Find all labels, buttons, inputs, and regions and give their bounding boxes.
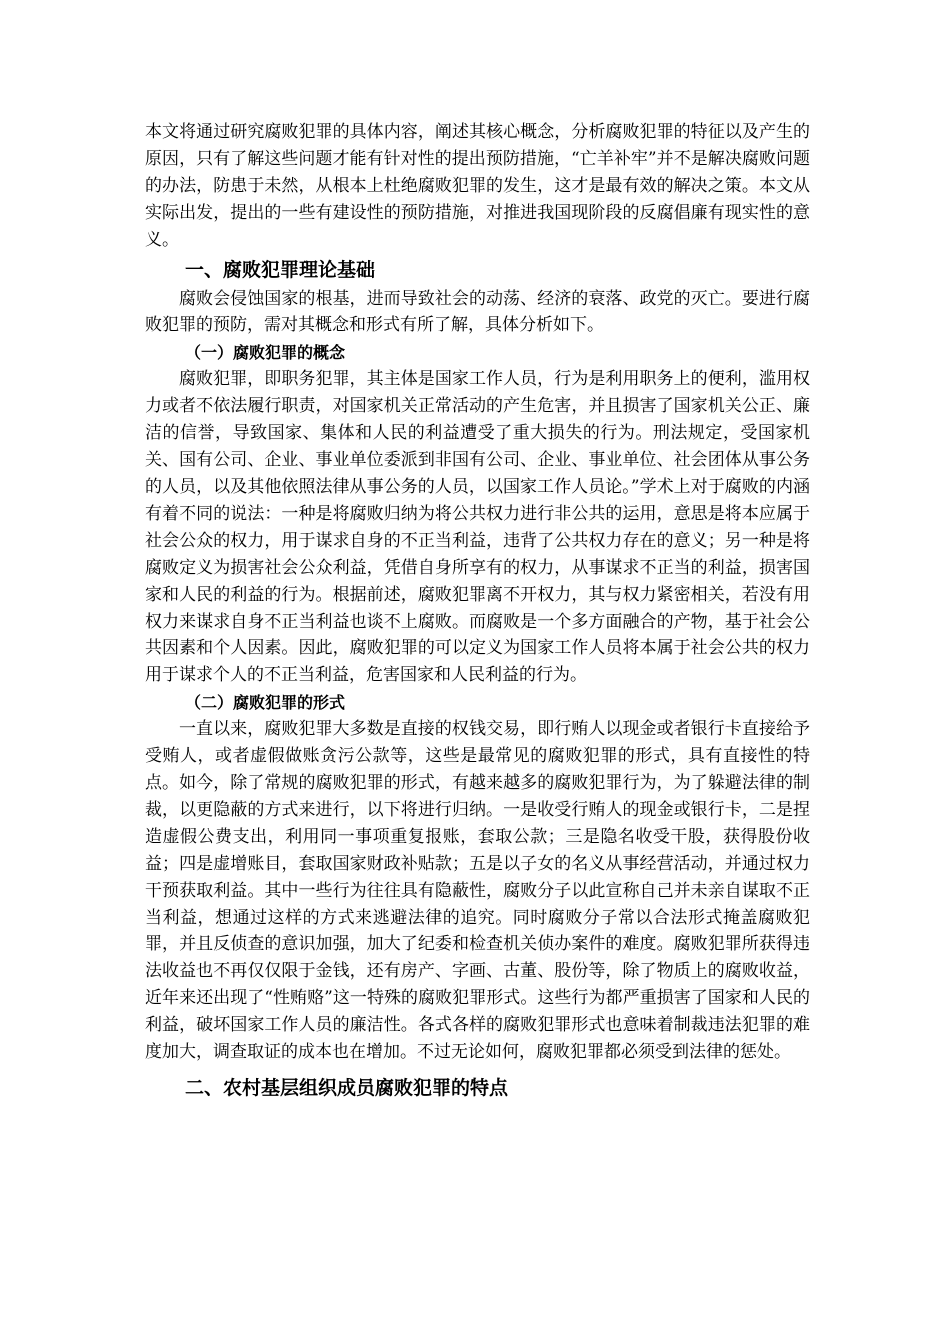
section-2-heading: 二、农村基层组织成员腐败犯罪的特点 (185, 1077, 509, 1099)
subsection-2-heading: （二）腐败犯罪的形式 (185, 693, 346, 713)
subsection-1-paragraph: 腐败犯罪，即职务犯罪，其主体是国家工作人员，行为是利用职务上的便利，滥用权力或者不依法履行职责，对国家机关正常活动的产生危害，并且损害了国家机关公正、廉洁的信誉，导致国家、集体和人民的利益遭受了重大损失的行为。刑法规定，受国家机关、国有公司、企业、事业单位委派到非国有公司、企业、事业单位、社会团体从事公务的人员，以及其他依照法律从事公务的人员，以国家工作人员论。”学术上对于腐败的内涵有着不同的说法：一种是将腐败归纳为将公共权力进行非公共的运用，意思是将本应属于社会公众的权力，用于谋求自身的不正当利益，违背了公共权力存在的意义；另一种是将腐败定义为损害社会公众利益，凭借自身所享有的权力，从事谋求不正当的利益，损害国家和人民的利益的行为。根据前述，腐败犯罪离不开权力，其与权力紧密相关，若没有用权力来谋求自身不正当利益也谈不上腐败。而腐败是一个多方面融合的产物，基于社会公共因素和个人因素。因此，腐败犯罪的可以定义为国家工作人员将本属于社会公共的权力用于谋求个人的不正当利益，危害国家和人民利益的行为。 (145, 369, 810, 686)
subsection-2-paragraph: 一直以来，腐败犯罪大多数是直接的权钱交易，即行贿人以现金或者银行卡直接给予受贿人，或者虚假做账贪污公款等，这些是最常见的腐败犯罪的形式，具有直接性的特点。如今，除了常规的腐败犯罪的形式，有越来越多的腐败犯罪行为，为了躲避法律的制裁，以更隐蔽的方式来进行，以下将进行归纳。一是收受行贿人的现金或银行卡，二是捏造虚假公费支出，利用同一事项重复报账，套取公款；三是隐名收受干股，获得股份收益；四是虚增账目，套取国家财政补贴款；五是以子女的名义从事经营活动，并通过权力干预获取利益。其中一些行为往往具有隐蔽性，腐败分子以此宣称自己并未亲自谋取不正当利益，想通过这样的方式来逃避法律的追究。同时腐败分子常以合法形式掩盖腐败犯罪，并且反侦查的意识加强，加大了纪委和检查机关侦办案件的难度。腐败犯罪所获得违法收益也不再仅仅限于金钱，还有房产、字画、古董、股份等，除了物质上的腐败收益，近年来还出现了“性贿赂”这一特殊的腐败犯罪形式。这些行为都严重损害了国家和人民的利益，破坏国家工作人员的廉洁性。各式各样的腐败犯罪形式也意味着制裁违法犯罪的难度加大，调查取证的成本也在增加。不过无论如何，腐败犯罪都必须受到法律的惩处。 (145, 719, 810, 1063)
section-1-heading: 一、腐败犯罪理论基础 (185, 258, 376, 281)
section-1-paragraph: 腐败会侵蚀国家的根基，进而导致社会的动荡、经济的衰落、政党的灭亡。要进行腐败犯罪的预防，需对其概念和形式有所了解，具体分析如下。 (145, 288, 810, 336)
document-page (145, 119, 810, 1104)
intro-paragraph: 本文将通过研究腐败犯罪的具体内容，阐述其核心概念，分析腐败犯罪的特征以及产生的原因，只有了解这些问题才能有针对性的提出预防措施，“亡羊补牢”并不是解决腐败问题的办法，防患于未然，从根本上杜绝腐败犯罪的发生，这才是最有效的解决之策。本文从实际出发，提出的一些有建设性的预防措施，对推进我国现阶段的反腐倡廉有现实性的意义。 (145, 122, 810, 250)
subsection-1-heading: （一）腐败犯罪的概念 (185, 343, 346, 363)
